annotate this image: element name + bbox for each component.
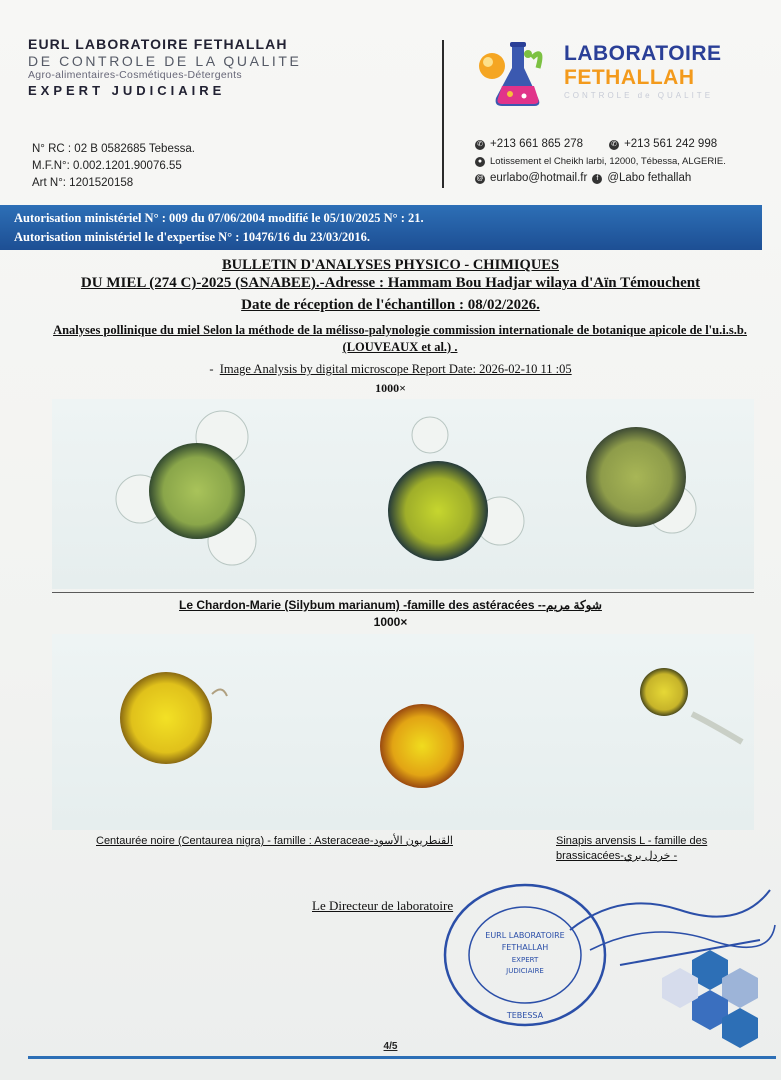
email[interactable]: eurlabo@hotmail.fr [490, 172, 588, 184]
rc-number: N° RC : 02 B 0582685 Tebessa. [32, 143, 195, 155]
svg-text:JUDICIAIRE: JUDICIAIRE [506, 967, 544, 975]
company-subtitle: DE CONTROLE DE LA QUALITE [28, 53, 302, 69]
method-description: Analyses pollinique du miel Selon la méthode de la mélisso-palynologie commission internationale de botanique apicole de l'u.i.s.b. (LOUVEAUX et al.) . [53, 323, 747, 354]
flask-logo-icon [472, 36, 562, 116]
phone-icon: ✆ [475, 140, 485, 150]
mf-number: M.F.N°: 0.002.1201.90076.55 [32, 160, 182, 172]
company-domains: Agro-alimentaires-Cosmétiques-Détergents [28, 69, 242, 81]
phones-row [475, 136, 726, 153]
address: Lotissement el Cheikh larbi, 12000, Tébessa, ALGERIE. [490, 156, 726, 167]
address-row [475, 153, 726, 170]
pollen-grain [380, 704, 464, 788]
phone-icon: ✆ [609, 140, 619, 150]
company-name: EURL LABORATOIRE FETHALLAH [28, 36, 288, 52]
logo-word-fethallah: FETHALLAH [564, 66, 695, 89]
authorization-line-2: Autorisation ministériel le d'expertise N° : 10476/16 du 23/03/2016. [14, 230, 371, 244]
pollen-grain [116, 411, 256, 565]
location-icon: ● [475, 157, 485, 167]
contact-info [475, 136, 726, 187]
pollen-grain [120, 672, 227, 764]
pollen-images-2 [52, 634, 754, 830]
pollen-grain [640, 668, 742, 742]
online-row [475, 170, 726, 187]
registration-info [32, 141, 195, 192]
reception-date: Date de réception de l'échantillon : 08/02/2026. [241, 297, 540, 313]
pollen-grain [388, 417, 524, 561]
authorization-banner [0, 205, 762, 250]
caption-sinapis: Sinapis arvensis L - famille des brassicacées-خردل بري - [556, 835, 708, 862]
company-expert: EXPERT JUDICIAIRE [28, 83, 226, 98]
director-label: Le Directeur de laboratoire [312, 898, 454, 913]
facebook-icon: f [592, 174, 602, 184]
pollen-images-1 [52, 399, 754, 589]
lab-logo [472, 36, 752, 116]
facebook[interactable]: @Labo fethallah [607, 172, 692, 184]
page-number: 4/5 [383, 1041, 398, 1052]
laboratory-stamp [440, 880, 610, 1030]
company-header [28, 36, 428, 98]
caption-centaurea: Centaurée noire (Centaurea nigra) - famille : Asteraceae-القنطريون الأسود [96, 835, 453, 847]
micrograph-row-2 [52, 634, 754, 830]
micrograph-row-1 [52, 399, 754, 589]
logo-tagline: CONTROLE de QUALITE [564, 91, 714, 100]
art-number: Art N°: 1201520158 [32, 177, 134, 189]
pollen-grain [586, 427, 696, 533]
email-icon: @ [476, 174, 484, 182]
image-analysis-line: - Image Analysis by digital microscope Report Date: 2026-02-10 11 :05 [209, 362, 572, 376]
footer-rule [28, 1056, 776, 1059]
authorization-line-1: Autorisation ministériel N° : 009 du 07/06/2004 modifié le 05/10/2025 N° : 21. [14, 211, 424, 225]
caption-rule [52, 592, 754, 593]
magnification-label-2: 1000× [373, 615, 408, 629]
phone-1: +213 661 865 278 [490, 138, 584, 150]
svg-text:EXPERT: EXPERT [511, 956, 539, 964]
svg-text:FETHALLAH: FETHALLAH [501, 943, 549, 952]
report-title: BULLETIN D'ANALYSES PHYSICO - CHIMIQUES [221, 257, 560, 273]
svg-text:EURL LABORATOIRE: EURL LABORATOIRE [485, 931, 565, 940]
caption-silybum: Le Chardon-Marie (Silybum marianum) -famille des astéracées --شوكة مريم [179, 598, 602, 612]
logo-word-laboratoire: LABORATOIRE [564, 42, 722, 65]
magnification-label-1: 1000× [375, 381, 406, 395]
svg-text:TEBESSA: TEBESSA [506, 1011, 544, 1020]
phone-2: +213 561 242 998 [624, 138, 718, 150]
header-divider [442, 40, 444, 188]
report-subject: DU MIEL (274 C)-2025 (SANABEE).-Adresse : Hammam Bou Hadjar wilaya d'Aïn Témouchent [80, 275, 701, 291]
